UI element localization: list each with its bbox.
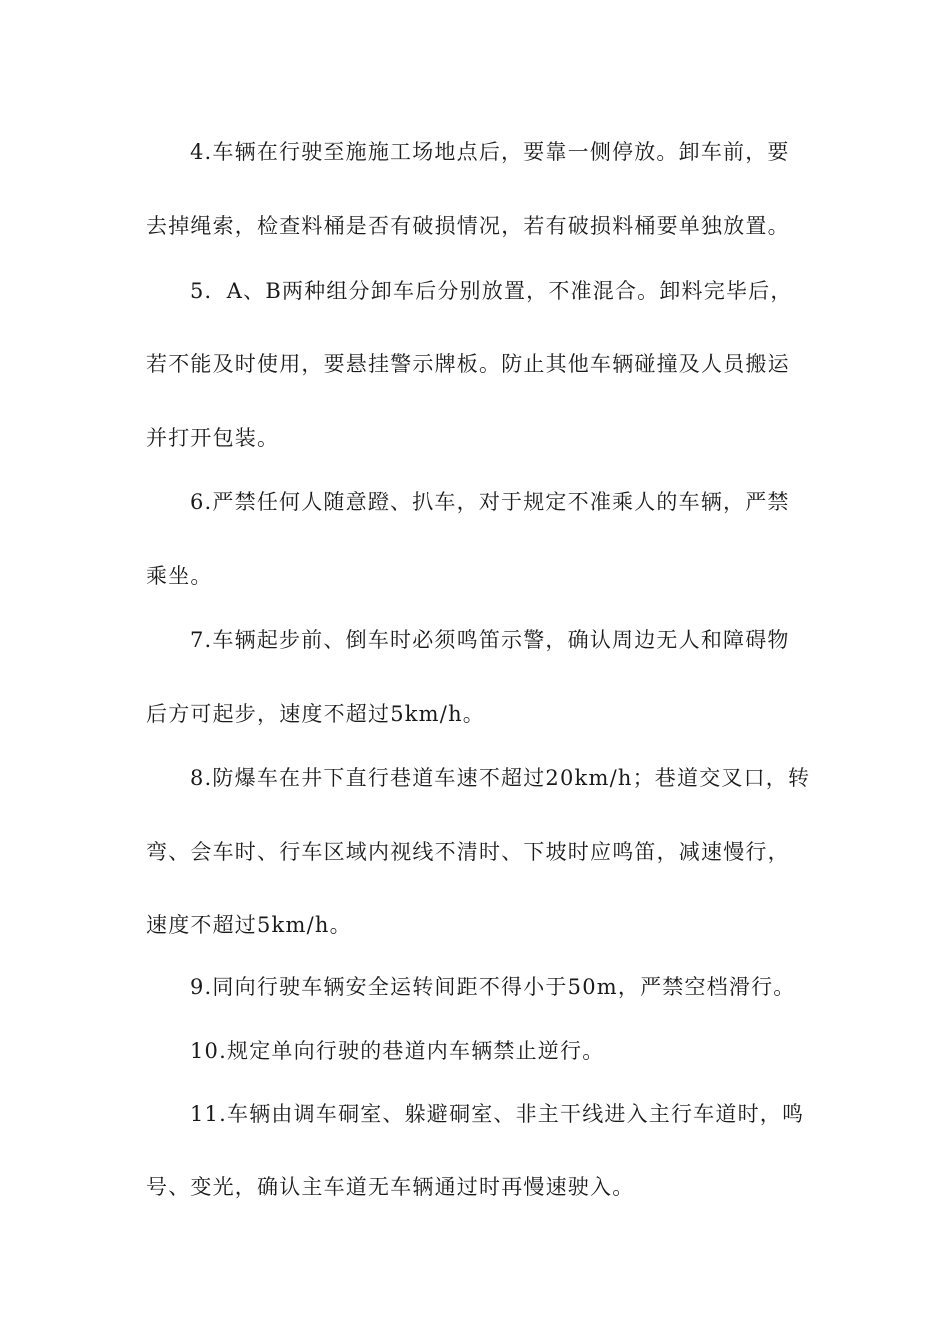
paragraph-5-line-2: 若不能及时使用，要悬挂警示牌板。防止其他车辆碰撞及人员搬运 [146,352,790,376]
paragraph-8-line-3: 速度不超过5km/h。 [146,913,352,937]
paragraph-8-line-1: 8.防爆车在井下直行巷道车速不超过20km/h；巷道交叉口，转 [190,766,811,790]
paragraph-6-line-1: 6.严禁任何人随意蹬、扒车，对于规定不准乘人的车辆，严禁 [190,490,790,514]
paragraph-9-line-1: 9.同向行驶车辆安全运转间距不得小于50m，严禁空档滑行。 [190,975,796,999]
paragraph-11-line-2: 号、变光，确认主车道无车辆通过时再慢速驶入。 [146,1175,635,1199]
paragraph-7-line-2: 后方可起步，速度不超过5km/h。 [146,702,485,726]
paragraph-11-line-1: 11.车辆由调车硐室、躲避硐室、非主干线进入主行车道时，鸣 [190,1102,805,1126]
paragraph-6-line-2: 乘坐。 [146,564,213,588]
paragraph-8-line-2: 弯、会车时、行车区域内视线不清时、下坡时应鸣笛，减速慢行， [146,840,790,864]
paragraph-7-line-1: 7.车辆起步前、倒车时必须鸣笛示警，确认周边无人和障碍物 [190,628,790,652]
paragraph-5-line-3: 并打开包装。 [146,426,280,450]
paragraph-10-line-1: 10.规定单向行驶的巷道内车辆禁止逆行。 [190,1039,605,1063]
paragraph-4-line-1: 4.车辆在行驶至施施工场地点后，要靠一侧停放。卸车前，要 [190,140,790,164]
paragraph-5-line-1: 5．A、B两种组分卸车后分别放置，不准混合。卸料完毕后， [190,279,793,303]
paragraph-4-line-2: 去掉绳索，检查料桶是否有破损情况，若有破损料桶要单独放置。 [146,214,790,238]
